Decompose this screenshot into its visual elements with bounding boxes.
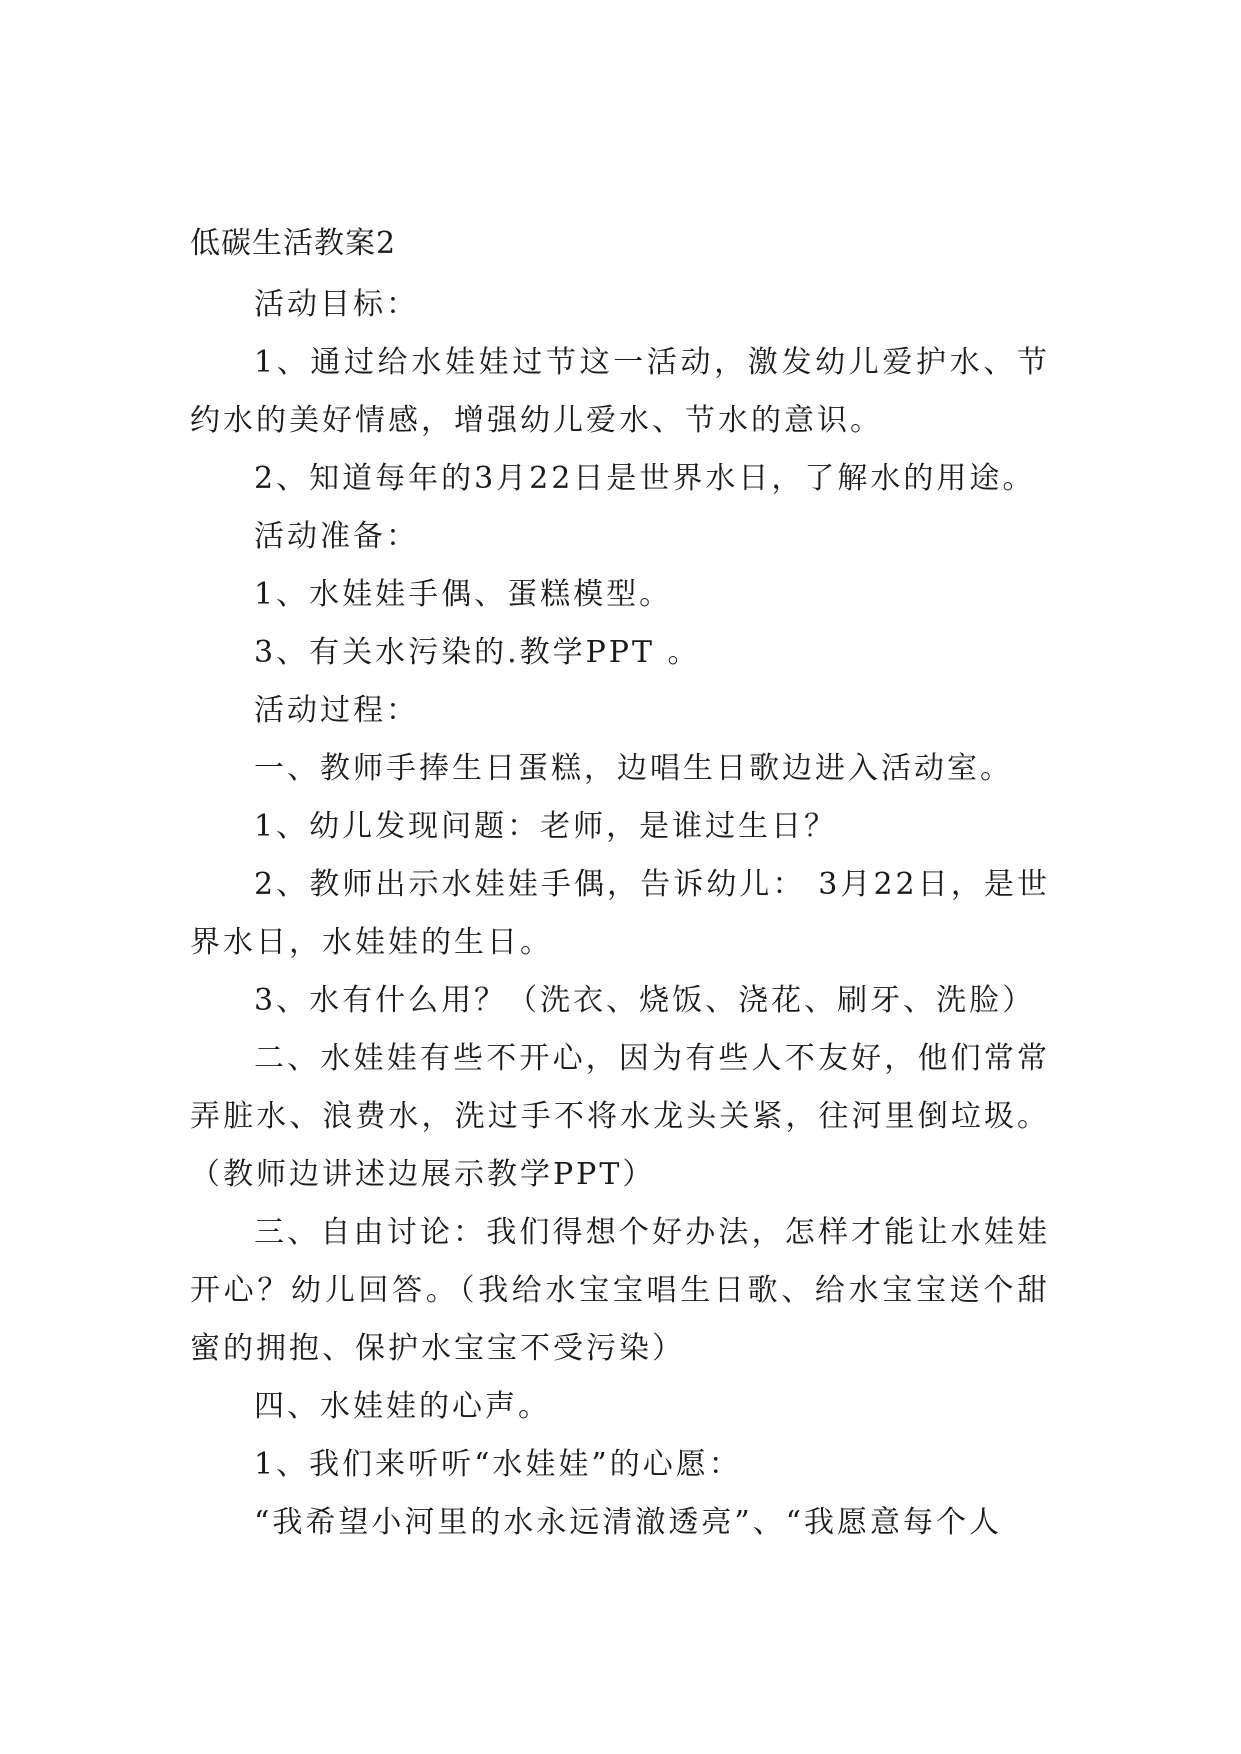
paragraph-step-two: 二、水娃娃有些不开心，因为有些人不友好，他们常常弄脏水、浪费水，洗过手不将水龙头关紧，往河里倒垃圾。（教师边讲述边展示教学PPT） bbox=[190, 1041, 1050, 1192]
paragraph-step-one: 一、教师手捧生日蛋糕，边唱生日歌边进入活动室。 bbox=[254, 751, 1013, 786]
paragraph-prep-3: 3、有关水污染的.教学PPT 。 bbox=[254, 635, 701, 670]
paragraph-quote: “我希望小河里的水永远清澈透亮”、“我愿意每个人 bbox=[254, 1505, 1003, 1540]
paragraph-step-three: 三、自由讨论：我们得想个好办法，怎样才能让水娃娃开心？幼儿回答。（我给水宝宝唱生日歌、给水宝宝送个甜蜜的拥抱、保护水宝宝不受污染） bbox=[190, 1215, 1050, 1366]
paragraph-step-one-1: 1、幼儿发现问题：老师，是谁过生日？ bbox=[254, 809, 838, 844]
document-page bbox=[190, 222, 1050, 1552]
paragraph-step-four: 四、水娃娃的心声。 bbox=[254, 1389, 551, 1424]
document-title: 低碳生活教案2 bbox=[190, 226, 397, 261]
paragraph-step-one-3: 3、水有什么用？（洗衣、烧饭、浇花、刷牙、洗脸） bbox=[254, 983, 1036, 1018]
paragraph-goal-1: 1、通过给水娃娃过节这一活动，激发幼儿爱护水、节约水的美好情感，增强幼儿爱水、节水的意识。 bbox=[190, 345, 1050, 438]
paragraph-goals-heading: 活动目标： bbox=[254, 287, 419, 322]
paragraph-prep-heading: 活动准备： bbox=[254, 519, 419, 554]
paragraph-step-four-1: 1、我们来听听“水娃娃”的心愿： bbox=[254, 1447, 742, 1482]
paragraph-step-one-2: 2、教师出示水娃娃手偶，告诉幼儿： 3月22日，是世界水日，水娃娃的生日。 bbox=[190, 867, 1050, 960]
paragraph-prep-1: 1、水娃娃手偶、蛋糕模型。 bbox=[254, 577, 673, 612]
paragraph-goal-2: 2、知道每年的3月22日是世界水日，了解水的用途。 bbox=[254, 461, 1036, 496]
paragraph-process-heading: 活动过程： bbox=[254, 693, 419, 728]
